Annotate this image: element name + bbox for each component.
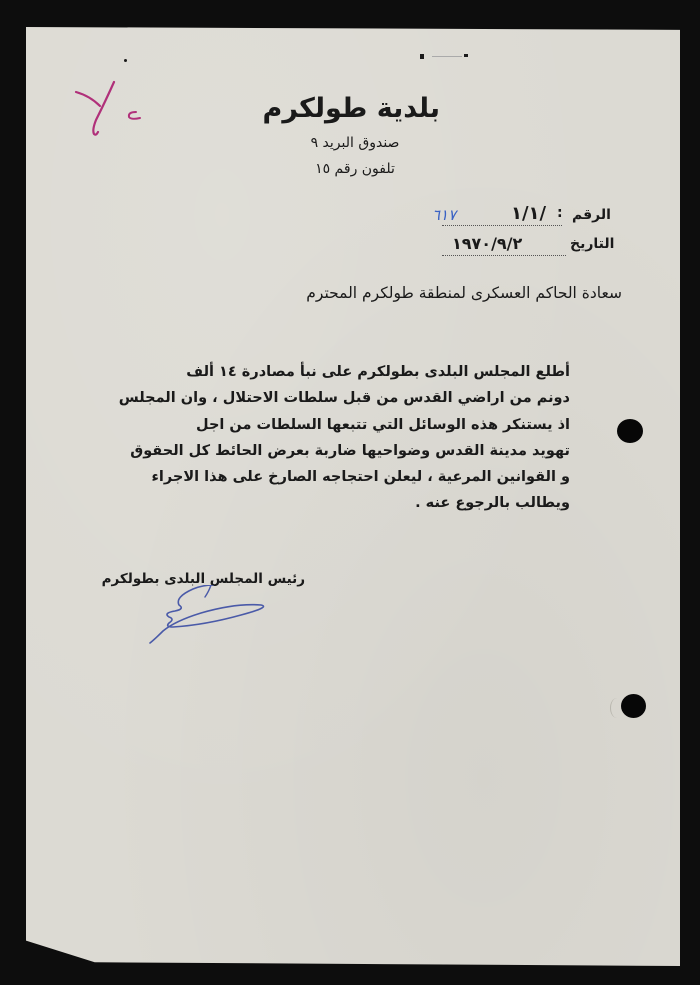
letterhead-organization: بلدية طولكرم (262, 93, 440, 124)
reference-dotted-line (442, 225, 562, 226)
ink-mark (420, 54, 424, 59)
letterhead-po-box: صندوق البريد ٩ (310, 135, 400, 151)
reference-handwritten-value: ٦١٧ (432, 206, 457, 224)
punch-hole (621, 694, 646, 718)
handwritten-red-mark (72, 78, 152, 148)
letterhead-phone: تلفون رقم ١٥ (315, 161, 395, 177)
reference-label: الرقم (572, 207, 611, 223)
ink-dot (124, 59, 127, 62)
body-line: دونم من اراضي القدس من قبل سلطات الاحتلال ، وان المجلس (118, 390, 570, 406)
body-line: تهويد مدينة القدس وضواحيها ضاربة بعرض الحائط كل الحقوق (130, 443, 570, 459)
date-dotted-line (442, 255, 566, 256)
body-line: ويطالب بالرجوع عنه . (415, 495, 570, 511)
body-line: اذ يستنكر هذه الوسائل التي تتبعها السلطات من اجل (196, 417, 570, 433)
ink-mark (464, 54, 468, 57)
date-label: التاريخ (570, 236, 615, 252)
body-line: أطلع المجلس البلدى بطولكرم على نبأ مصادرة ١٤ ألف (186, 364, 570, 380)
salutation: سعادة الحاكم العسكرى لمنطقة طولكرم المحترم (306, 284, 622, 302)
reference-value: ١/١/ (511, 203, 547, 224)
signature-title: رئيس المجلس البلدى بطولكرم (101, 571, 305, 587)
date-value: ١٩٧٠/٩/٢ (452, 234, 523, 253)
faint-ring (610, 698, 624, 718)
punch-hole (617, 419, 643, 443)
body-line: و القوانين المرعية ، ليعلن احتجاجه الصارخ على هذا الاجراء (151, 469, 570, 485)
handwritten-signature (145, 585, 275, 650)
faint-line (432, 56, 462, 57)
reference-colon: : (557, 205, 563, 221)
